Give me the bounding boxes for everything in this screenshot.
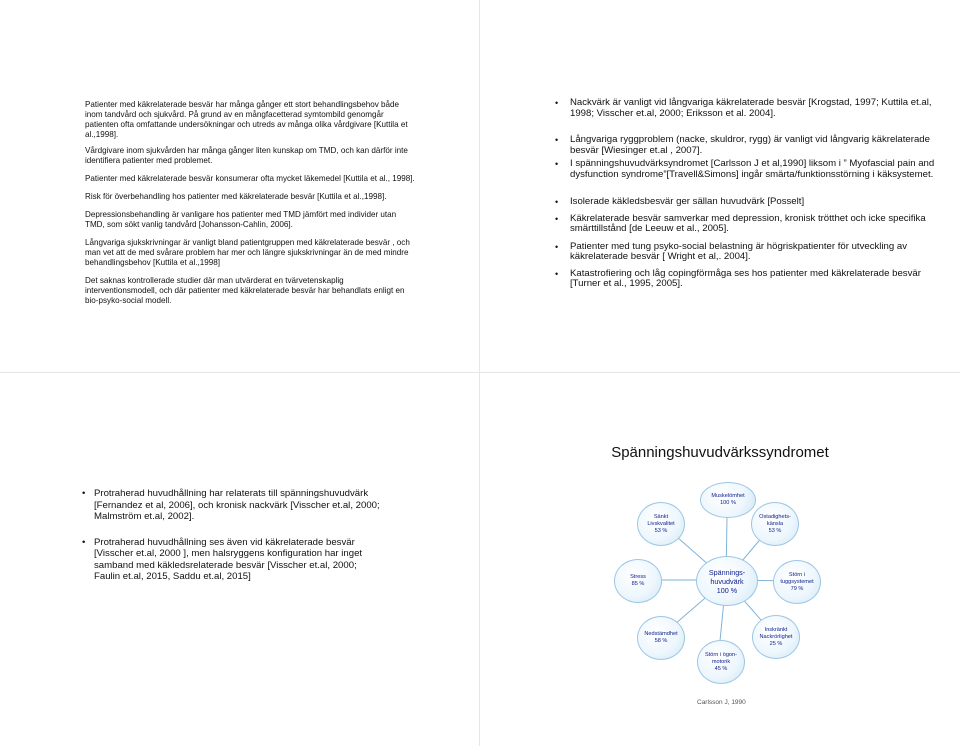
node-label: Sänkt Livskvalitet: [647, 513, 675, 527]
node-label: Muskelömhet: [711, 493, 745, 499]
node-stress: [614, 559, 662, 603]
bullet-item: • Käkrelaterade besvär samverkar med depression, kronisk trötthet och icke specifika smärttillstånd [de Leeuw et al., 2005].: [555, 214, 935, 235]
node-ostadighet: [751, 502, 799, 546]
node-label: Störn i ögon- motorik: [704, 651, 738, 665]
node-sankt-livskvalitet: [637, 502, 685, 546]
diagram-title: Spänningshuvudvärkssyndromet: [611, 444, 829, 461]
paragraph: Patienter med käkrelaterade besvär konsumerar ofta mycket läkemedel [Kuttila et al., 1998].: [85, 174, 415, 183]
bullet-item: • Protraherad huvudhållning har relaterats till spänningshuvudvärk [Fernandez et al, 2006], och kronisk nackvärk [Visscher et.al, 2000; Malmström et.al, 2002].: [82, 488, 382, 523]
node-percent: 85 %: [631, 581, 645, 587]
bullet-item: • I spänningshuvudvärksyndromet [Carlsson J et al,1990] liksom i ” Myofascial pain and dysfunction syndrome”[Travell&Simons] ingår smärta/funktionsstörning i käksystemet.: [555, 159, 935, 180]
node-percent: 53 %: [654, 527, 668, 534]
bullet-item: • Protraherad huvudhållning ses även vid käkrelaterade besvär [Visscher et.al, 2000 ], men halsryggens konfiguration har inget samband med käkledsrelaterade besvär [Visscher et.al, 2000; Faulin et.al, 2015, Saddu et.al, 2015]: [82, 537, 382, 583]
node-nedstamdhet: [637, 616, 685, 660]
node-label: Stress: [630, 574, 646, 580]
node-percent: 58 %: [654, 638, 668, 644]
node-storn-ogonmotorik: [697, 640, 745, 684]
node-label: Inskränkt Nackrörlighet: [759, 626, 793, 640]
paragraph: Patienter med käkrelaterade besvär har många gånger ett stort behandlingsbehov både inom tandvård och sjukvård. På grund av en mångfacetterad symtombild genomgår patienten ofta omfattande undersökningar och utreds av många olika vårdgivare [Kuttila et al.,1998].: [85, 100, 408, 139]
paragraph: Depressionsbehandling är vanligare hos patienter med TMD jämfört med individer utan TMD, som sökt vanlig tandvård [Johansson-Cahlin, 2006].: [85, 210, 397, 229]
node-center-spanningshuvudvark: [696, 556, 758, 606]
diagram-credit: Carlsson J, 1990: [697, 699, 746, 706]
paragraph: Det saknas kontrollerade studier där man utvärderat en tvärvetenskaplig interventionsmodell, och där patienter med käkrelaterade besvär har behandlats enligt en bio-psyko-social modell.: [85, 276, 405, 305]
bullet-item: • Katastrofiering och låg copingförmåga ses hos patienter med käkrelaterade besvär [Turner et al., 1995, 2005].: [555, 269, 935, 290]
paragraph: Vårdgivare inom sjukvården har många gånger liten kunskap om TMD, och kan därför inte identifiera patienter med problemet.: [85, 146, 408, 165]
bullet-item: • Långvariga ryggproblem (nacke, skuldror, rygg) är vanligt vid långvarig käkrelaterade besvär [Wiesinger et.al , 2007].: [555, 135, 935, 156]
node-label: Nedstämdhet: [644, 631, 678, 637]
bullet-item: • Nackvärk är vanligt vid långvariga käkrelaterade besvär [Krogstad, 1997; Kuttila et.al, 1998; Visscher et.al, 2000; Eriksson et al. 2004].: [555, 98, 935, 119]
node-label: Störn i tuggsystemet: [780, 571, 814, 585]
node-label: Spännings- huvudvärk: [708, 567, 746, 586]
paragraph: Risk för överbehandling hos patienter med käkrelaterade besvär [Kuttila et al.,1998].: [85, 192, 387, 201]
node-percent: 53 %: [768, 527, 782, 534]
paragraph: Långvariga sjukskrivningar är vanligt bland patientgruppen med käkrelaterade besvär , och man vet att de med svårare problem har mer och längre sjukskrivningar än de med mindre behandlingsbehov [Kuttila et al.,1998]: [85, 238, 410, 267]
node-inskrankt-nackrorlighet: [752, 615, 800, 659]
node-percent: 25 %: [769, 640, 783, 647]
bullet-item: • Isolerade käkledsbesvär ger sällan huvudvärk [Posselt]: [555, 197, 935, 208]
node-percent: 100 %: [716, 585, 738, 595]
node-percent: 45 %: [714, 665, 728, 672]
node-storn-tuggsystemet: [773, 560, 821, 604]
node-muskelomhet: [700, 482, 756, 518]
node-label: Ostadighets- känsla: [759, 513, 791, 527]
node-percent: 79 %: [790, 585, 804, 592]
node-percent: 100 %: [720, 500, 736, 506]
bullet-item: • Patienter med tung psyko-social belastning är högriskpatienter för utveckling av käkrelaterade besvär [ Wright et al,. 2004].: [555, 242, 935, 263]
